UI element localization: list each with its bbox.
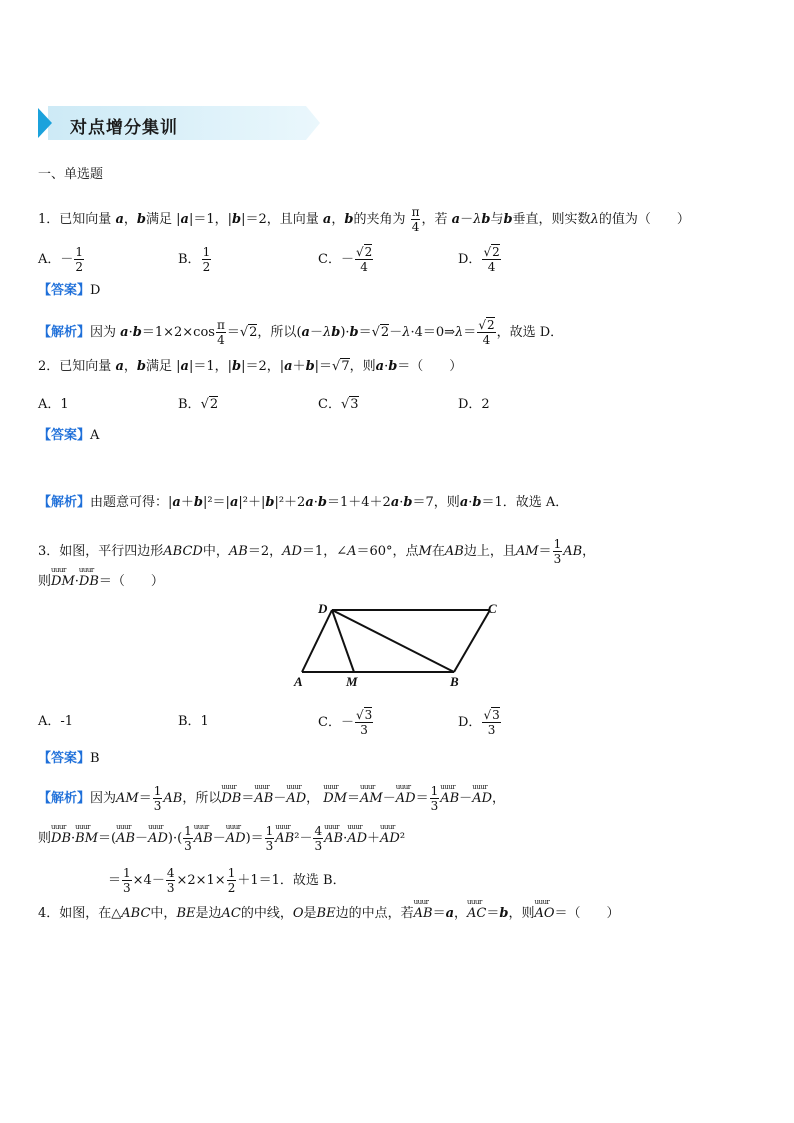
q3-analysis: 【解析】因为AM＝ $\frac{1}{3}$ AB，所以uuur DB＝uuur AB－uuur AD， uuur DM＝uuur AM－uuur AD＝ $\frac{1}{3}$ uuur AB－uuur AD， [38, 784, 505, 813]
q2-analysis: 【解析】由题意可得：|a＋b|²＝|a|²＋|b|²＋2a·b＝1＋4＋2a·b＝7，则a·b＝1．故选 A． [38, 495, 569, 510]
question-4: 4．如图，在△ABC中，BE是边AC的中线，O是BE边的中点，若uuur AB＝a，uuur AC＝b，则uuur AO＝（ ） [38, 907, 620, 920]
q2-option-d[interactable]: D．2 [458, 397, 490, 412]
q1-analysis: 【解析】因为 a·b＝1×2×cos $\frac{\pi}{4}$ ＝√2，所以(a－λb)·b＝√2－λ·4＝0⇒λ＝ $\frac{√2}{4}$ ，故选 D． [38, 318, 564, 347]
q1-answer: 【答案】D [38, 283, 101, 298]
question-3-cont: 则uuur DM·uuur DB＝（ ） [38, 575, 164, 588]
q2-option-b[interactable]: B．√2 [178, 397, 219, 412]
q1-option-c[interactable]: C．－ $\frac{√2}{4}$ [318, 245, 373, 274]
q1-option-b[interactable]: B． $\frac{1}{2}$ [178, 245, 211, 274]
q3-option-c[interactable]: C．－ $\frac{√3}{3}$ [318, 708, 373, 737]
q3-analysis-line3: ＝ $\frac{1}{3}$ ×4－ $\frac{4}{3}$ ×2×1× $\frac{1}{2}$ ＋1＝1．故选 B． [108, 866, 346, 895]
q3-answer: 【答案】B [38, 751, 100, 766]
q3-option-d[interactable]: D． $\frac{√3}{3}$ [458, 708, 500, 737]
q3-analysis-line2: 则uuur DB·uuur BM＝(uuur AB－uuur AD)·( $\frac{1}{3}$ uuur AB－uuur AD)＝ $\frac{1}{3}$ uuur AB²－ $\frac{4}{3}$ uuur AB·uuur AD＋uuur AD² [38, 824, 405, 853]
section-title: 对点增分集训 [70, 118, 178, 138]
question-2: 2．已知向量 a，b满足 |a|＝1，|b|＝2，|a＋b|＝√7，则a·b＝（ ） [38, 359, 463, 374]
part-heading: 一、单选题 [38, 167, 104, 182]
question-1: 1．已知向量 a，b满足 |a|＝1，|b|＝2，且向量 a，b的夹角为 $\frac{\pi}{4}$ ，若 a－λb与b垂直，则实数λ的值为（ ） [38, 205, 690, 234]
question-3: 3．如图，平行四边形ABCD中，AB＝2，AD＝1，∠A＝60°，点M在AB边上，且AM＝ $\frac{1}{3}$ AB， [38, 537, 596, 566]
vertex-label-b: B [450, 674, 459, 689]
q1-option-d[interactable]: D． $\frac{√2}{4}$ [458, 245, 500, 274]
q3-option-b[interactable]: B．1 [178, 714, 209, 729]
q3-option-a[interactable]: A．-1 [38, 714, 74, 729]
q2-option-a[interactable]: A．1 [38, 397, 69, 412]
parallelogram-figure [292, 598, 504, 690]
q2-option-c[interactable]: C．√3 [318, 397, 359, 412]
q1-option-a[interactable]: A．－ $\frac{1}{2}$ [38, 245, 84, 274]
vertex-label-m: M [346, 674, 358, 689]
q2-answer: 【答案】A [38, 428, 100, 443]
vertex-label-d: D [318, 601, 328, 616]
vertex-label-a: A [294, 674, 303, 689]
vertex-label-c: C [488, 601, 497, 616]
